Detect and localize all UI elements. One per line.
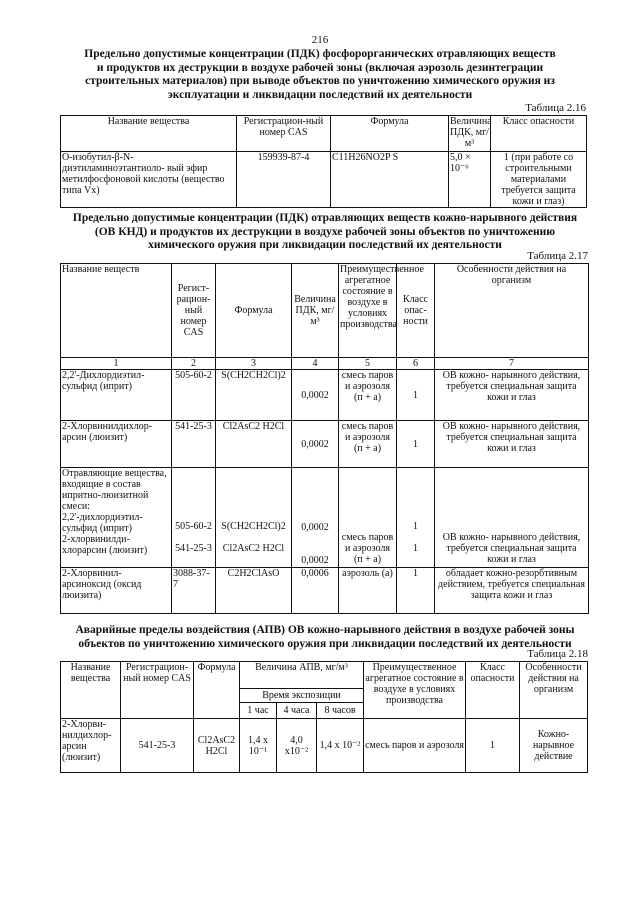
cell-formula: C2H2ClAsO <box>216 568 292 614</box>
header-exposure: Время экспозиции <box>240 689 364 703</box>
cell-class: 1 <box>397 370 435 421</box>
cell-class: 1 <box>397 568 435 614</box>
cell-pdk: 0,0006 <box>292 568 339 614</box>
cell-cas: 541-25-3 <box>121 719 194 773</box>
section3-title: Аварийные пределы воздействия (АПВ) ОВ кожно-нарывного действия в воздухе рабочей зоны объектов по уничтожению химического оружия при ликвидации последствий их деятельности <box>75 624 575 650</box>
header-state: Преимущественное агрегатное состояние в воздухе в условиях производства <box>339 264 397 358</box>
cell-class: 1 <box>397 421 435 468</box>
section2-title: Предельно допустимые концентрации (ПДК) отравляющих веществ кожно-нарывного действия (ОВ КНД) и продуктов их деструкции в воздухе рабочей зоны объектов по уничтожению химического оружия при ликвидации последствий их деятельности <box>72 212 578 251</box>
header-formula: Формула <box>216 264 292 358</box>
header-state: Преимущественное агрегатное состояние в воздухе в условиях производства <box>364 662 466 719</box>
table-row <box>61 370 589 421</box>
cell-cas-a: 505-60-2 <box>175 521 212 532</box>
row-class: 1 (при работе со строительными материалами требуется защита кожи и глаз) <box>491 152 587 208</box>
cell-state: смесь паров и аэрозоля (п + а) <box>339 421 397 468</box>
cell-pdk: 0,0002 <box>292 370 339 421</box>
table-row <box>61 719 588 773</box>
row-cas: 159939-87-4 <box>237 152 331 208</box>
cell-state: смесь паров и аэрозоля (п + а) <box>339 370 397 421</box>
col-number: 3 <box>216 358 292 370</box>
cell-state: аэрозоль (а) <box>339 568 397 614</box>
cell-class-b: 1 <box>413 543 418 554</box>
cell-name: 2-Хлорвинилдихлор-арсин (люизит) <box>61 421 172 468</box>
header-class: Класс опасности <box>466 662 520 719</box>
col-number: 5 <box>339 358 397 370</box>
cell-class: 1 <box>466 719 520 773</box>
cell-state: смесь паров и аэрозоля <box>364 719 466 773</box>
row-formula: C11H26NO2P S <box>331 152 449 208</box>
cell-apv-4h: 4,0 х10⁻² <box>277 719 317 773</box>
cell-apv-1h: 1,4 х 10⁻¹ <box>240 719 277 773</box>
header-effect: Особенности действия на организм <box>435 264 589 358</box>
col-number: 7 <box>435 358 589 370</box>
cell-class-a: 1 <box>413 521 418 532</box>
cell-effect: ОВ кожно- нарывного действия, требуется специальная защита кожи и глаз <box>435 468 589 568</box>
cell-pdk-b: 0,0002 <box>301 555 329 566</box>
header-pdk: Величина ПДК, мг/м³ <box>292 264 339 358</box>
header-8h: 8 часов <box>317 703 364 719</box>
cell-state: смесь паров и аэрозоля (п + а) <box>339 468 397 568</box>
cell-cas: 3088-37-7 <box>172 568 216 614</box>
cell-name: 2,2'-Дихлордиэтил-сульфид (иприт) <box>61 370 172 421</box>
row-substance: О-изобутил-β-N-диэтиламиноэтантиоло- вый эфир метилфосфоновой кислоты (вещество типа Vx) <box>61 152 237 208</box>
cell-formula: Cl2AsC2 H2Cl <box>194 719 240 773</box>
table-row <box>61 568 589 614</box>
cell-pdk-a: 0,0002 <box>301 522 329 533</box>
col-number: 6 <box>397 358 435 370</box>
header-cas: Регистрацион-ный номер CAS <box>237 116 331 152</box>
cell-cas: 505-60-2 <box>172 370 216 421</box>
table-row <box>61 421 589 468</box>
table-2-16-label: Таблица 2.16 <box>525 102 586 114</box>
header-formula: Формула <box>331 116 449 152</box>
cell-name-b: 2-хлорвинилди-хлорарсин (люизит) <box>62 534 148 556</box>
header-1h: 1 час <box>240 703 277 719</box>
table-2-17 <box>60 263 589 614</box>
header-name: Название вещества <box>61 662 121 719</box>
cell-apv-8h: 1,4 х 10⁻² <box>317 719 364 773</box>
cell-effect: обладает кожно-резорбтивным действием, требуется специальная защита кожи и глаз <box>435 568 589 614</box>
cell-effect: ОВ кожно- нарывного действия, требуется специальная защита кожи и глаз <box>435 421 589 468</box>
cell-formula: S(CH2CH2Cl)2 <box>216 370 292 421</box>
header-formula: Формула <box>194 662 240 719</box>
header-cas: Регистрацион-ный номер CAS <box>121 662 194 719</box>
header-class: Класс опасности <box>491 116 587 152</box>
table-row-mixture <box>61 468 589 568</box>
cell-formula-a: S(CH2CH2Cl)2 <box>221 521 286 532</box>
row-pdk: 5,0 × 10⁻⁶ <box>449 152 491 208</box>
cell-name: 2-Хлорви-нилдихлор-арсин (люизит) <box>61 719 121 773</box>
cell-formula: Cl2AsC2 H2Cl <box>216 421 292 468</box>
table-2-18-label: Таблица 2.18 <box>527 648 588 660</box>
table-2-16 <box>60 115 587 208</box>
header-class: Класс опас-ности <box>397 264 435 358</box>
col-number: 1 <box>61 358 172 370</box>
header-4h: 4 часа <box>277 703 317 719</box>
cell-name: 2-Хлорвинил-арсиноксид (оксид люизита) <box>61 568 172 614</box>
cell-name-intro: Отравляющие вещества, входящие в состав ипритно-люизитной смеси: <box>62 468 167 512</box>
cell-effect: ОВ кожно- нарывного действия, требуется специальная защита кожи и глаз <box>435 370 589 421</box>
cell-cas: 541-25-3 <box>172 421 216 468</box>
header-name: Название веществ <box>61 264 172 358</box>
header-cas: Регист-рацион-ный номер CAS <box>172 264 216 358</box>
table-2-18 <box>60 661 588 773</box>
header-name: Название вещества <box>61 116 237 152</box>
table-2-17-label: Таблица 2.17 <box>527 250 588 262</box>
section1-title: Предельно допустимые концентрации (ПДК) фосфорорганических отравляющих веществ и продуктов их деструкции в воздухе рабочей зоны (включая аэрозоль дезинтеграции строительных материалов) при выводе объектов по уничтожению химического оружия из эксплуатации и ликвидации последствий их деятельности <box>84 48 556 101</box>
cell-name-a: 2,2'-дихлордиэтил-сульфид (иприт) <box>62 512 143 534</box>
header-pdk: Величина ПДК, мг/м³ <box>449 116 491 152</box>
col-number: 4 <box>292 358 339 370</box>
header-effect: Особенности действия на организм <box>520 662 588 719</box>
page-number: 216 <box>311 34 329 46</box>
cell-effect: Кожно-нарывное действие <box>520 719 588 773</box>
header-apv: Величина АПВ, мг/м³ <box>240 662 364 689</box>
cell-pdk: 0,0002 <box>292 421 339 468</box>
col-number: 2 <box>172 358 216 370</box>
cell-cas-b: 541-25-3 <box>175 543 212 554</box>
cell-formula-b: Cl2AsC2 H2Cl <box>222 543 285 554</box>
